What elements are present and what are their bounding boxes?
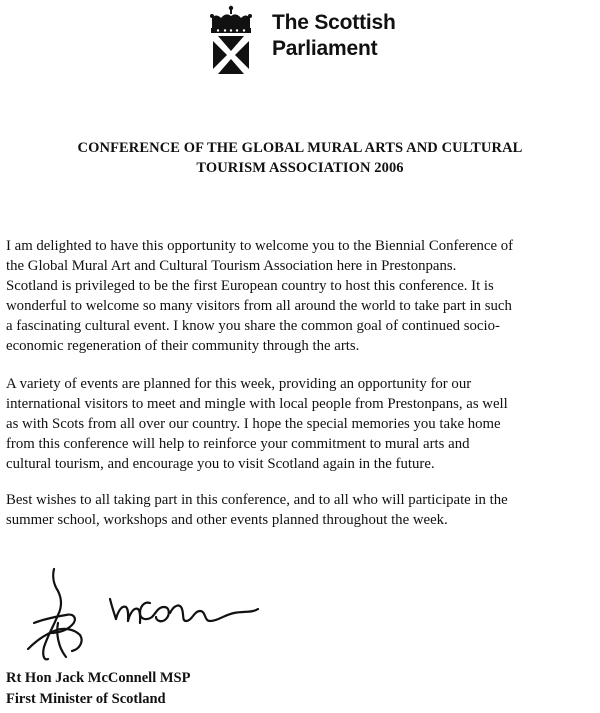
organization-name [272,10,396,62]
signatory-role: First Minister of Scotland [6,691,166,707]
signatory-name: Rt Hon Jack McConnell MSP [6,670,191,686]
text-line: I am delighted to have this opportunity to welcome you to the Biennial Conference of [6,238,514,254]
parliament-logo [206,4,406,76]
text-line: economic regeneration of their community through the arts. [6,338,360,354]
text-line: a fascinating cultural event. I know you share the common goal of continued socio- [6,318,500,334]
closing-paragraph [6,490,598,530]
text-line: wonderful to welcome so many visitors from all around the world to take part in such [6,298,512,314]
org-name-line1: The Scottish [272,11,396,34]
welcome-paragraph [6,236,598,356]
events-paragraph [6,374,598,474]
conference-title [20,138,580,178]
text-line: as with Scots from all over our country. I hope the special memories you take home [6,416,501,432]
text-line: international visitors to meet and mingle with local people from Prestonpans, as well [6,396,508,412]
org-name-line2: Parliament [272,37,378,60]
text-line: from this conference will help to reinforce your commitment to mural arts and [6,436,470,452]
text-line: Scotland is privileged to be the first European country to host this conference. It is [6,278,494,294]
text-line: summer school, workshops and other events planned throughout the week. [6,512,448,528]
signatory-block [6,668,190,710]
text-line: cultural tourism, and encourage you to visit Scotland again in the future. [6,456,435,472]
crown-saltire-crest-icon [206,4,256,76]
conference-title-line1: CONFERENCE OF THE GLOBAL MURAL ARTS AND CULTURAL [77,140,523,156]
conference-title-line2: TOURISM ASSOCIATION 2006 [196,160,404,176]
text-line: A variety of events are planned for this week, providing an opportunity for our [6,376,472,392]
text-line: Best wishes to all taking part in this conference, and to all who will participate in the [6,492,508,508]
text-line: the Global Mural Art and Cultural Tourism Association here in Prestonpans. [6,258,457,274]
handwritten-signature-icon [14,563,264,665]
